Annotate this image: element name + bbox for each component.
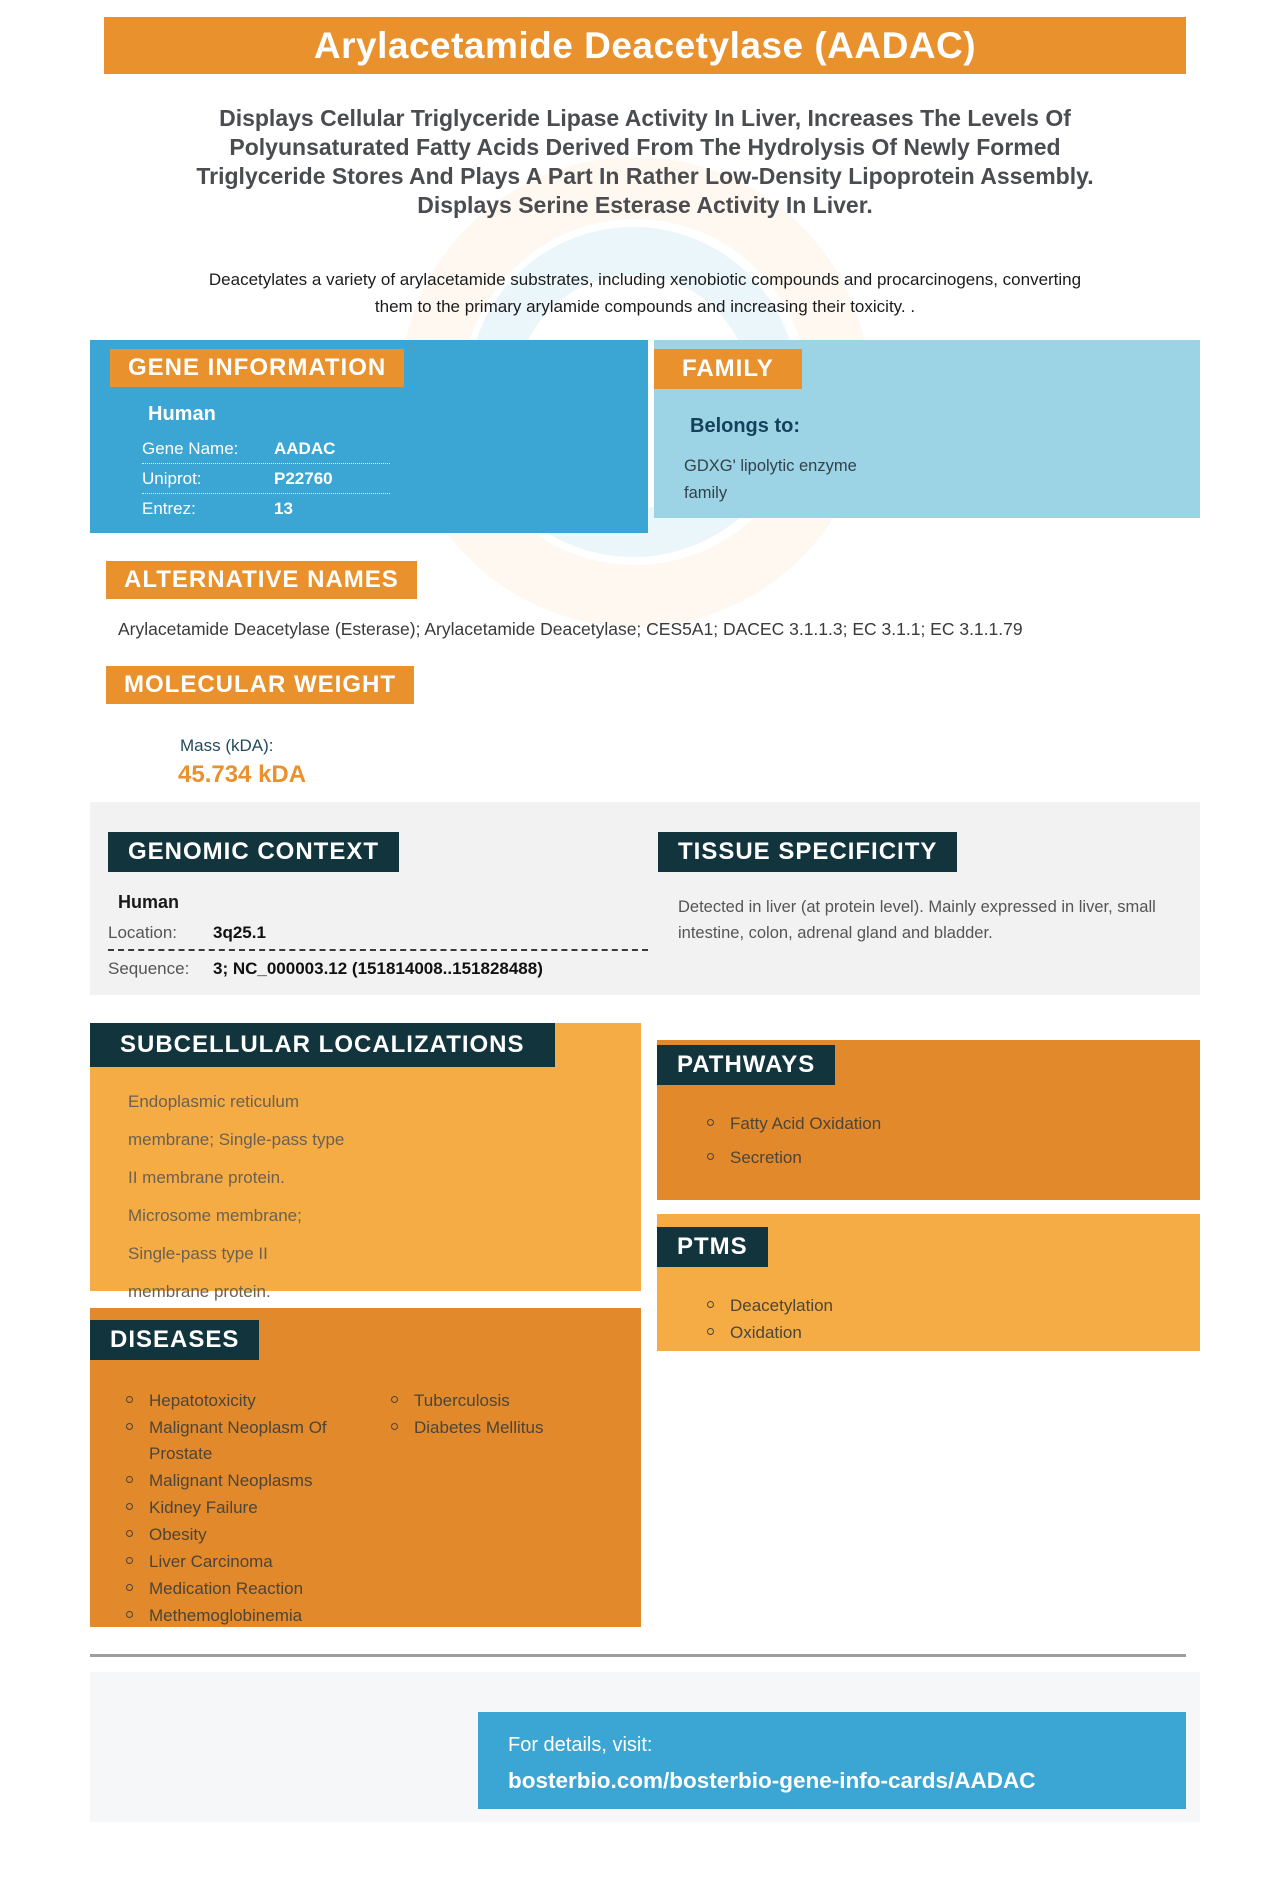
left-column <box>90 1023 641 1627</box>
footer-divider <box>90 1654 1186 1657</box>
subcellular-localizations-section <box>90 1023 641 1301</box>
genomic-species-label: Human <box>118 892 180 912</box>
gene-info-card <box>90 17 1200 1822</box>
gene-summary-headline: Displays Cellular Triglyceride Lipase Activity In Liver, Increases The Levels Of Polyunsaturated Fatty Acids Derived From The Hydrolysis Of Newly Formed Triglyceride Stores And Plays A Part In Rather Low-Density Lipoprotein Assembly. Displays Serine Esterase Activity In Liver. <box>196 105 1094 218</box>
disease-item-label: Liver Carcinoma <box>149 1552 273 1571</box>
pathway-item <box>707 1145 1200 1171</box>
circle-bullet-icon <box>707 1153 714 1160</box>
footer-visit-box <box>478 1712 1186 1809</box>
circle-bullet-icon <box>126 1423 133 1430</box>
subcellular-localizations-text: Endoplasmic reticulum membrane; Single-pass type II membrane protein. Microsome membrane; Single-pass type II membrane protein. <box>128 1092 345 1301</box>
circle-bullet-icon <box>126 1476 133 1483</box>
gene-info-row-value: AADAC <box>274 439 336 458</box>
location-value: 3q25.1 <box>213 923 266 942</box>
lower-sections-row <box>90 1023 1200 1627</box>
circle-bullet-icon <box>126 1557 133 1564</box>
circle-bullet-icon <box>707 1328 714 1335</box>
family-value: GDXG' lipolytic enzyme family <box>684 457 857 502</box>
pathway-item-label: Secretion <box>730 1148 802 1167</box>
disease-item <box>126 1495 391 1521</box>
molecular-weight-heading: MOLECULAR WEIGHT <box>106 666 414 704</box>
genomic-context-section <box>90 832 648 995</box>
disease-item <box>126 1415 391 1467</box>
gene-info-row-value: P22760 <box>274 469 333 488</box>
ptms-section <box>657 1214 1200 1351</box>
ptm-item <box>707 1320 979 1346</box>
disease-item-label: Diabetes Mellitus <box>414 1418 544 1437</box>
disease-item <box>126 1549 391 1575</box>
gene-info-row-label: Entrez: <box>142 499 196 518</box>
mass-value: 45.734 kDA <box>178 761 307 788</box>
disease-item-label: Tuberculosis <box>414 1391 510 1410</box>
genomic-context-heading: GENOMIC CONTEXT <box>108 832 399 872</box>
circle-bullet-icon <box>707 1119 714 1126</box>
location-label: Location: <box>108 923 177 942</box>
gene-info-row-value: 13 <box>274 499 293 518</box>
subcellular-localizations-heading: SUBCELLULAR LOCALIZATIONS <box>90 1023 555 1067</box>
family-belongs-label: Belongs to: <box>690 415 800 437</box>
ptm-item <box>707 1293 979 1319</box>
circle-bullet-icon <box>126 1584 133 1591</box>
gene-description: Deacetylates a variety of arylacetamide substrates, including xenobiotic compounds and procarcinogens, converting them to the primary arylamide compounds and increasing their toxicity. . <box>208 270 1082 316</box>
disease-item <box>391 1415 543 1441</box>
diseases-columns <box>126 1388 641 1630</box>
dashed-divider <box>108 949 648 951</box>
gene-info-row-label: Uniprot: <box>142 469 202 488</box>
disease-item <box>126 1576 391 1602</box>
diseases-list-col2 <box>391 1388 543 1630</box>
sequence-label: Sequence: <box>108 959 190 978</box>
species-label: Human <box>148 403 216 425</box>
title-banner <box>104 17 1186 74</box>
pathways-section <box>657 1040 1200 1200</box>
diseases-section <box>90 1308 641 1627</box>
mass-label: Mass (kDA): <box>180 736 274 755</box>
circle-bullet-icon <box>391 1423 398 1430</box>
disease-item-label: Methemoglobinemia <box>149 1606 303 1625</box>
ptm-item-label: Oxidation <box>730 1323 802 1342</box>
alternative-names-heading: ALTERNATIVE NAMES <box>106 561 417 599</box>
disease-item-label: Malignant Neoplasms <box>149 1471 313 1490</box>
footer-visit-label: For details, visit: <box>508 1734 653 1756</box>
pathway-item <box>707 1111 1200 1137</box>
ptms-heading: PTMS <box>657 1227 768 1267</box>
gene-info-row <box>142 494 390 523</box>
family-heading: FAMILY <box>654 349 802 389</box>
pathways-list <box>707 1111 1200 1171</box>
diseases-heading: DISEASES <box>90 1320 259 1360</box>
tissue-specificity-section <box>648 832 1200 995</box>
disease-item <box>126 1388 391 1414</box>
ptm-item-label: Deacetylation <box>730 1296 834 1315</box>
sequence-value: 3; NC_000003.12 (151814008..151828488) <box>213 959 543 978</box>
pathways-heading: PATHWAYS <box>657 1045 835 1085</box>
disease-item-label: Medication Reaction <box>149 1579 304 1598</box>
pathway-item-label: Fatty Acid Oxidation <box>730 1114 882 1133</box>
diseases-list-col1 <box>126 1388 391 1630</box>
gene-info-row-label: Gene Name: <box>142 439 239 458</box>
circle-bullet-icon <box>391 1396 398 1403</box>
tissue-specificity-heading: TISSUE SPECIFICITY <box>658 832 957 872</box>
circle-bullet-icon <box>126 1530 133 1537</box>
alternative-names-text: Arylacetamide Deacetylase (Esterase); Arylacetamide Deacetylase; CES5A1; DACEC 3.1.1.3; EC 3.1.1; EC 3.1.1.79 <box>118 619 1023 639</box>
circle-bullet-icon <box>707 1301 714 1308</box>
gene-info-row <box>142 434 390 464</box>
footer-url-link[interactable]: bosterbio.com/bosterbio-gene-info-cards/AADAC <box>508 1768 1036 1793</box>
disease-item <box>126 1522 391 1548</box>
disease-item <box>126 1468 391 1494</box>
page-title: Arylacetamide Deacetylase (AADAC) <box>313 24 977 66</box>
disease-item <box>126 1603 391 1629</box>
gene-information-table <box>142 434 390 523</box>
disease-item-label: Obesity <box>149 1525 207 1544</box>
gene-information-section <box>90 340 648 533</box>
family-section <box>654 340 1200 518</box>
disease-item-label: Malignant Neoplasm Of Prostate <box>149 1418 327 1463</box>
disease-item <box>391 1388 543 1414</box>
tissue-specificity-text: Detected in liver (at protein level). Mainly expressed in liver, small intestine, colon, adrenal gland and bladder. <box>678 898 1156 942</box>
gene-info-row <box>142 464 390 494</box>
gene-information-heading: GENE INFORMATION <box>110 349 404 387</box>
circle-bullet-icon <box>126 1396 133 1403</box>
circle-bullet-icon <box>126 1503 133 1510</box>
footer-section <box>90 1672 1200 1822</box>
gene-info-family-row <box>90 340 1200 533</box>
disease-item-label: Hepatotoxicity <box>149 1391 256 1410</box>
sequence-row <box>108 959 648 979</box>
ptms-list <box>707 1293 1200 1347</box>
location-row <box>108 923 648 943</box>
disease-item-label: Kidney Failure <box>149 1498 258 1517</box>
genomic-tissue-row <box>90 802 1200 995</box>
right-column <box>657 1023 1200 1351</box>
circle-bullet-icon <box>126 1611 133 1618</box>
